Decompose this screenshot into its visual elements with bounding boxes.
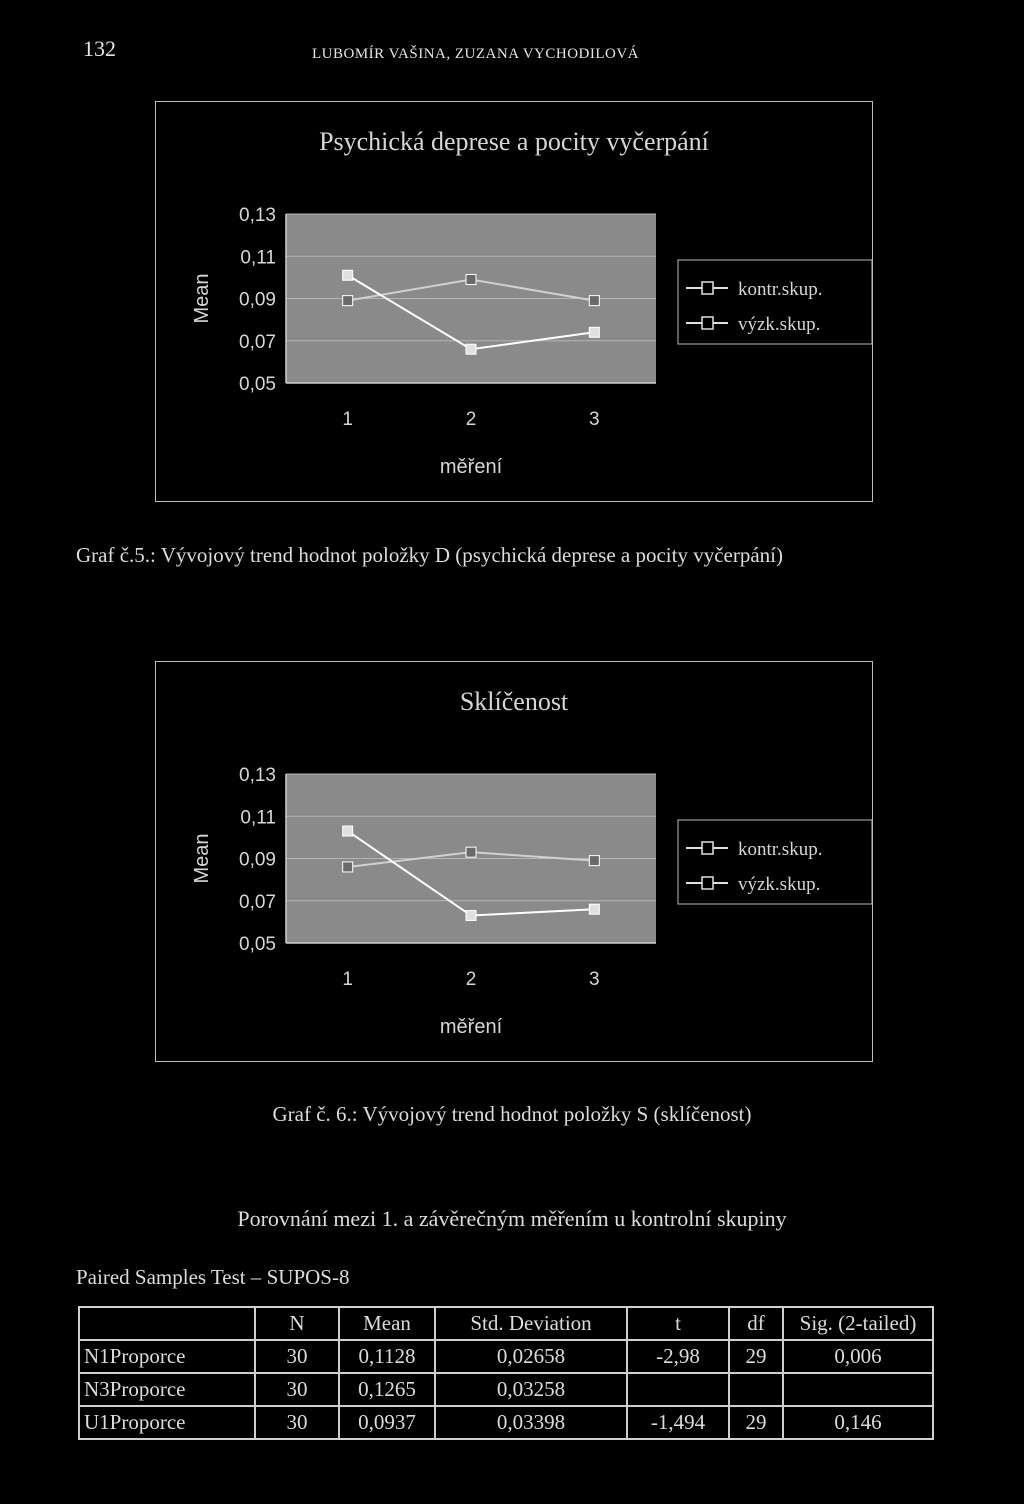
legend-label: kontr.skup. — [738, 839, 823, 860]
data-point — [589, 327, 599, 337]
y-axis-label: Mean — [191, 833, 213, 884]
x-axis-label: měření — [439, 456, 503, 478]
y-tick-label: 0,05 — [239, 374, 276, 395]
legend-marker — [702, 877, 713, 889]
chart-0-svg — [156, 102, 872, 501]
x-tick-label: 2 — [465, 969, 477, 990]
table-row — [79, 1406, 933, 1439]
figure-5-caption: Graf č.5.: Vývojový trend hodnot položky D (psychická deprese a pocity vyčerpání) — [76, 543, 783, 567]
table-header-row — [79, 1307, 933, 1340]
data-point — [343, 826, 353, 836]
data-point — [466, 344, 476, 354]
header-cell-n: N — [255, 1307, 339, 1340]
data-point — [343, 296, 353, 306]
legend-marker — [702, 317, 713, 329]
cell-t — [627, 1373, 729, 1406]
cell-mean: 0,1265 — [339, 1373, 435, 1406]
data-point — [589, 904, 599, 914]
x-tick-label: 1 — [342, 409, 353, 430]
header-cell-mean: Mean — [339, 1307, 435, 1340]
legend-label: výzk.skup. — [738, 314, 821, 335]
header-cell-df: df — [729, 1307, 783, 1340]
y-tick-label: 0,09 — [239, 289, 276, 311]
figure-6-caption: Graf č. 6.: Vývojový trend hodnot položky S (sklíčenost) — [272, 1102, 752, 1126]
data-point — [589, 296, 599, 306]
data-point — [466, 274, 476, 284]
data-point — [343, 862, 353, 872]
cell-std: 0,02658 — [435, 1340, 627, 1373]
chart-1-svg — [156, 662, 872, 1061]
legend-label: kontr.skup. — [738, 279, 823, 300]
chart-psychicka-deprese — [155, 101, 873, 502]
chart-title: Psychická deprese a pocity vyčerpání — [319, 127, 709, 156]
cell-mean: 0,1128 — [339, 1340, 435, 1373]
y-tick-label: 0,11 — [240, 807, 276, 829]
x-tick-label: 2 — [465, 409, 477, 430]
x-tick-label: 1 — [342, 969, 353, 990]
data-point — [466, 847, 476, 857]
running-title: LUBOMÍR VAŠINA, ZUZANA VYCHODILOVÁ — [312, 46, 640, 62]
cell-t: -1,494 — [627, 1406, 729, 1439]
legend-marker — [702, 842, 713, 854]
y-tick-label: 0,07 — [239, 331, 276, 353]
legend-marker — [702, 282, 713, 294]
table-row — [79, 1373, 933, 1406]
cell-sig: 0,006 — [783, 1340, 933, 1373]
cell-n: 30 — [255, 1373, 339, 1406]
data-point — [466, 911, 476, 921]
page-number: 132 — [83, 36, 116, 61]
cell-sig — [783, 1373, 933, 1406]
cell-std: 0,03398 — [435, 1406, 627, 1439]
cell-t: -2,98 — [627, 1340, 729, 1373]
legend-label: výzk.skup. — [738, 874, 821, 895]
header-cell-sig: Sig. (2-tailed) — [783, 1307, 933, 1340]
table-title: Paired Samples Test – SUPOS-8 — [76, 1265, 350, 1289]
y-tick-label: 0,11 — [240, 247, 276, 269]
header-cell-t: t — [627, 1307, 729, 1340]
cell-df: 29 — [729, 1340, 783, 1373]
cell-n: 30 — [255, 1340, 339, 1373]
y-axis-label: Mean — [191, 273, 213, 324]
data-point — [589, 856, 599, 866]
cell-df — [729, 1373, 783, 1406]
y-tick-label: 0,13 — [239, 765, 276, 786]
y-tick-label: 0,13 — [239, 205, 276, 226]
cell-n: 30 — [255, 1406, 339, 1439]
cell-std: 0,03258 — [435, 1373, 627, 1406]
section-heading: Porovnání mezi 1. a závěrečným měřením u kontrolní skupiny — [237, 1206, 787, 1231]
paired-samples-table — [78, 1306, 934, 1440]
x-tick-label: 3 — [589, 409, 600, 430]
y-tick-label: 0,09 — [239, 849, 276, 871]
header-cell-std: Std. Deviation — [435, 1307, 627, 1340]
table-row — [79, 1340, 933, 1373]
cell-mean: 0,0937 — [339, 1406, 435, 1439]
row-label: N1Proporce — [79, 1340, 255, 1373]
x-axis-label: měření — [439, 1016, 503, 1038]
y-tick-label: 0,05 — [239, 934, 276, 955]
y-tick-label: 0,07 — [239, 891, 276, 913]
cell-df: 29 — [729, 1406, 783, 1439]
header-cell-empty — [79, 1307, 255, 1340]
data-point — [343, 270, 353, 280]
chart-title: Sklíčenost — [459, 687, 569, 716]
row-label: N3Proporce — [79, 1373, 255, 1406]
chart-sklicenost — [155, 661, 873, 1062]
x-tick-label: 3 — [589, 969, 600, 990]
row-label: U1Proporce — [79, 1406, 255, 1439]
cell-sig: 0,146 — [783, 1406, 933, 1439]
